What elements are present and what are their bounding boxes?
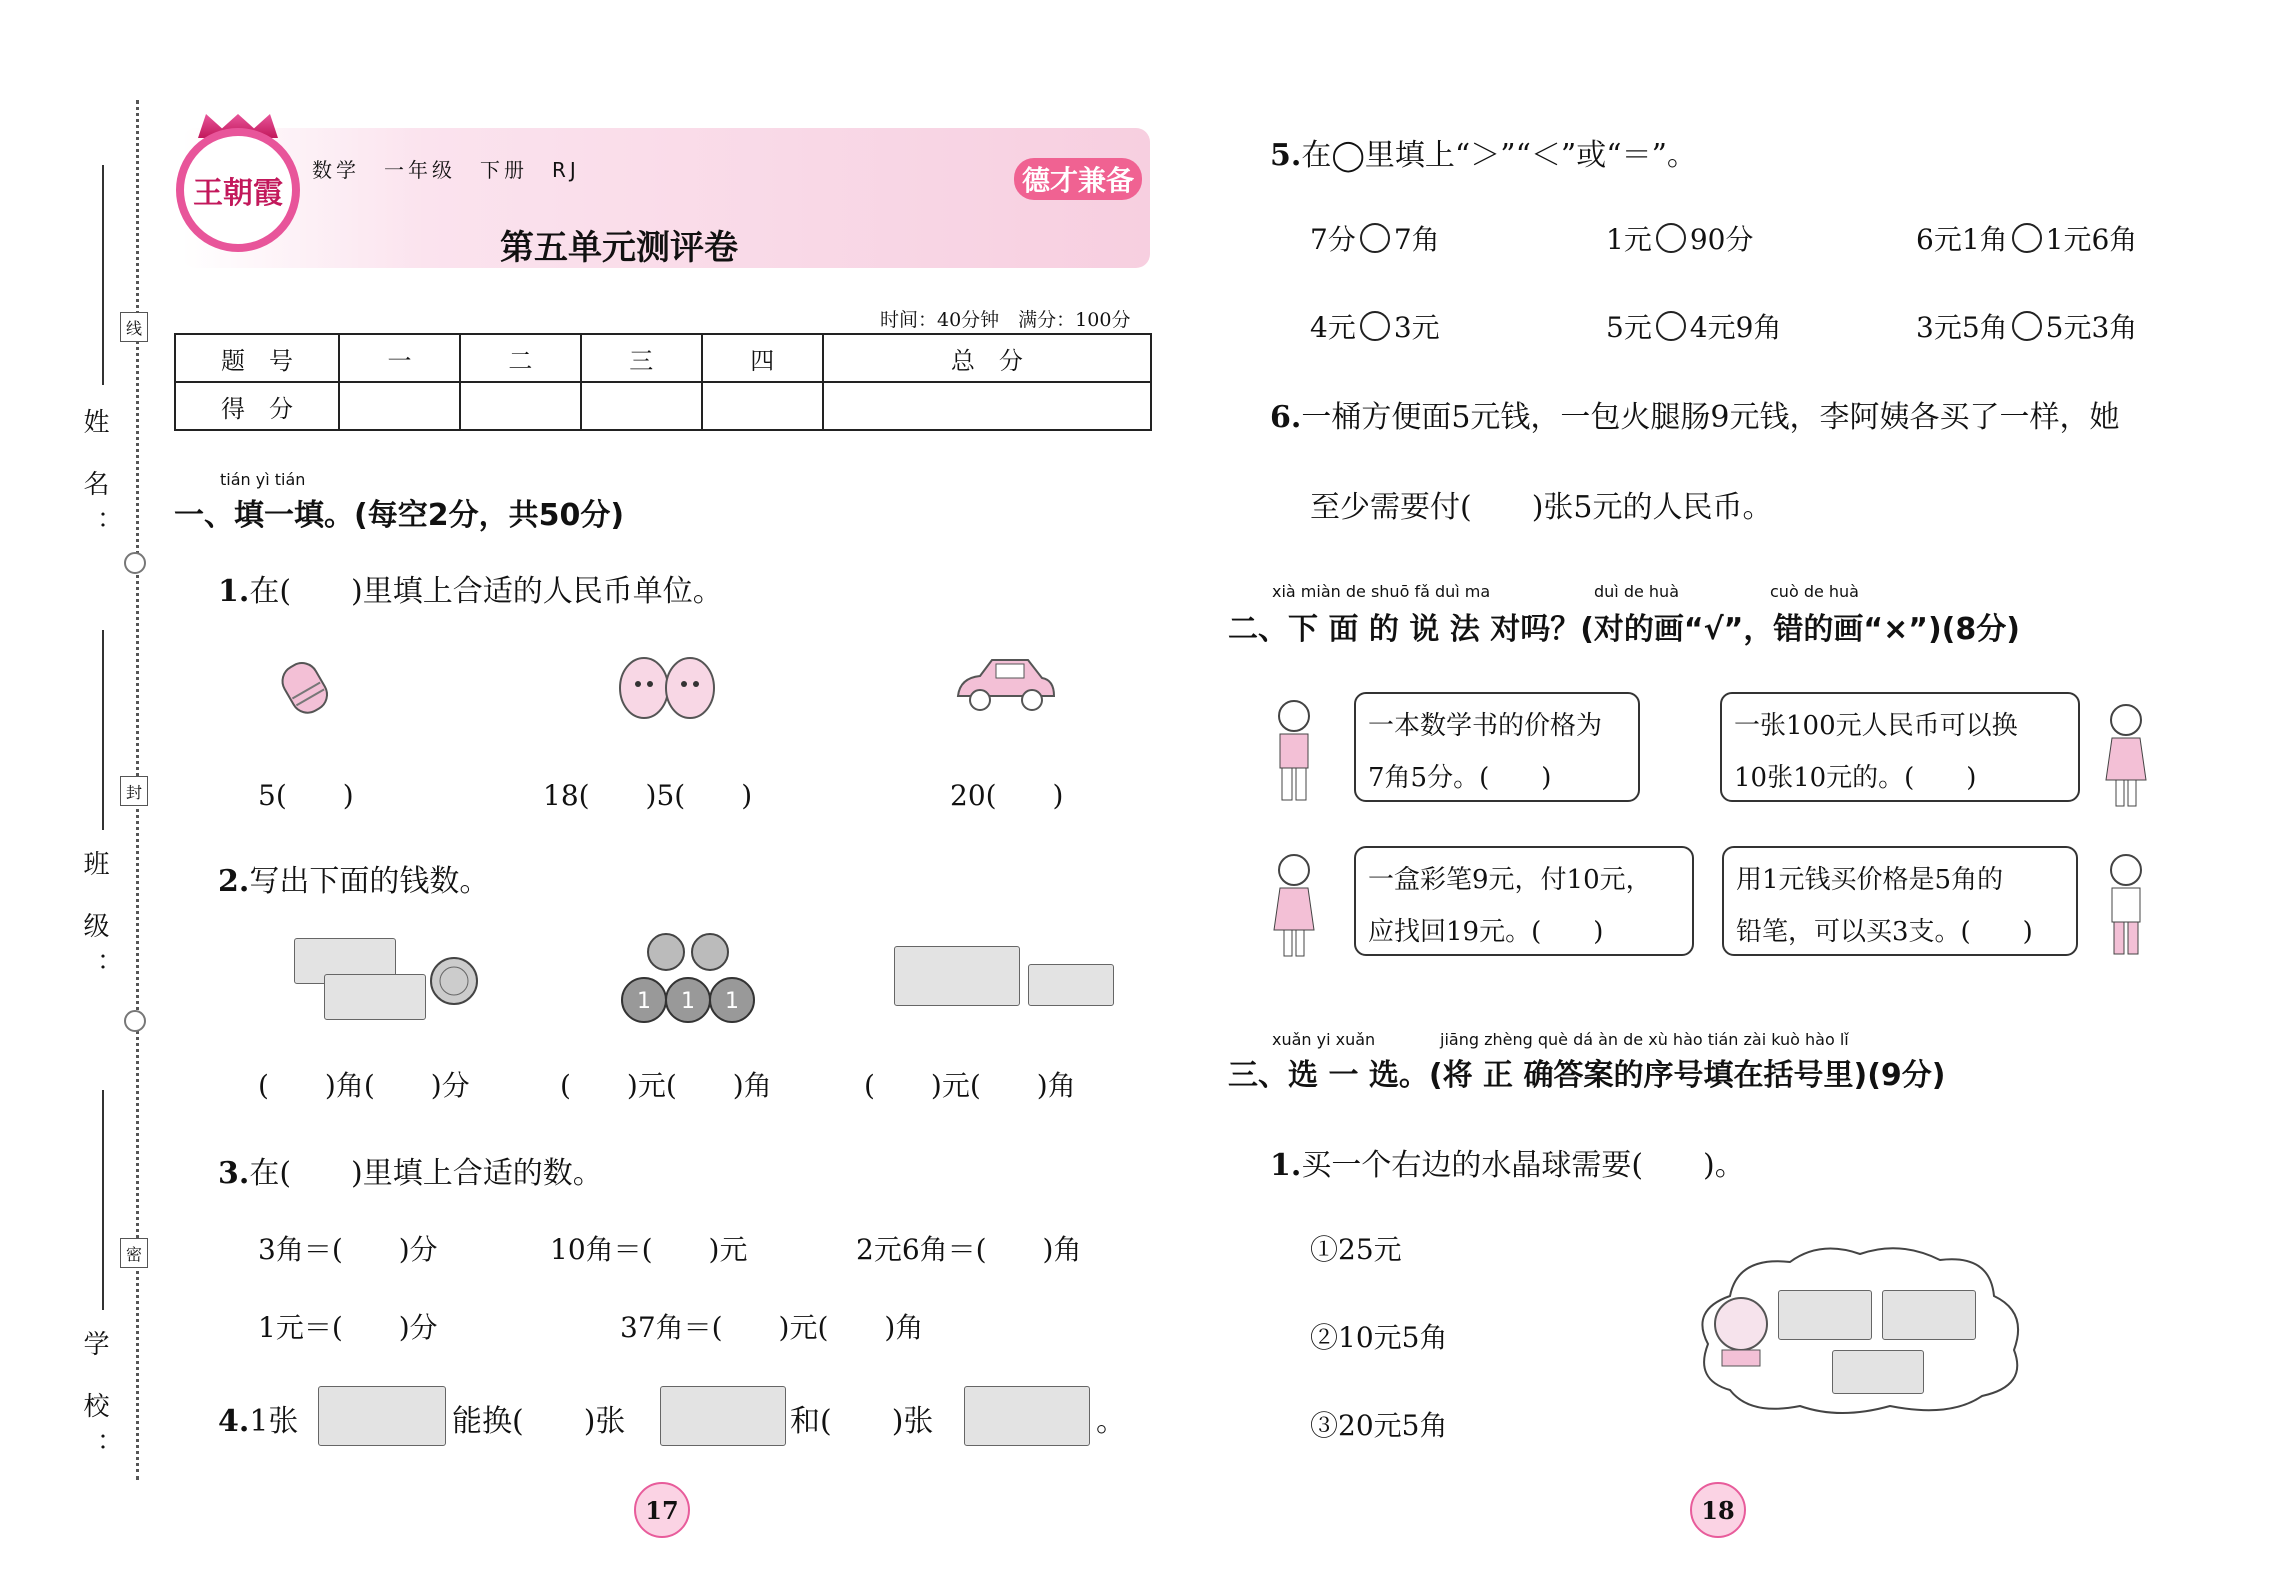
banknote-5-icon bbox=[964, 1386, 1088, 1444]
option-2[interactable]: ②10元5角 bbox=[1310, 1321, 1448, 1354]
statement-bubble-1[interactable]: 一本数学书的价格为 7角5分。( ) bbox=[1354, 692, 1640, 802]
score-input-cell[interactable] bbox=[339, 382, 460, 430]
score-table-header-row bbox=[175, 334, 1151, 382]
score-header-cell: 题 号 bbox=[175, 334, 339, 382]
compare-item[interactable]: 7分 7角 bbox=[1310, 223, 1440, 256]
score-table bbox=[174, 333, 1152, 431]
question-6-line1: 一桶方便面5元钱，一包火腿肠9元钱，李阿姨各买了一样，她 bbox=[1301, 400, 2120, 435]
q1-answer-mittens[interactable]: 18( )5( ) bbox=[543, 779, 753, 812]
banknote-icon bbox=[1028, 964, 1112, 1004]
question-6: 6.一桶方便面5元钱，一包火腿肠9元钱，李阿姨各买了一样，她 bbox=[1270, 400, 2120, 435]
option-3[interactable]: ③20元5角 bbox=[1310, 1409, 1448, 1442]
section2-pinyin: xià miàn de shuō fǎ duì ma bbox=[1272, 582, 1491, 601]
question-1-3: 3.在( )里填上合适的数。 bbox=[218, 1156, 603, 1191]
punch-hole-icon bbox=[124, 552, 146, 574]
statement-bubble-3[interactable]: 一盒彩笔9元，付10元， 应找回19元。( ) bbox=[1354, 846, 1694, 956]
q3-fill[interactable]: 1元＝( )分 bbox=[258, 1311, 438, 1344]
seal-xian: 线 bbox=[120, 312, 148, 342]
name-write-line[interactable] bbox=[102, 165, 104, 385]
motto-badge: 德才兼备 bbox=[1014, 158, 1142, 200]
girl-icon bbox=[2100, 700, 2152, 810]
q4-end: 。 bbox=[1096, 1404, 1126, 1439]
school-write-line[interactable] bbox=[102, 1090, 104, 1310]
statement-bubble-4[interactable]: 用1元钱买价格是5角的 铅笔，可以买3支。( ) bbox=[1722, 846, 2078, 956]
class-label: 班 级： bbox=[79, 850, 109, 993]
q2-answer-1[interactable]: ( )角( )分 bbox=[258, 1069, 470, 1102]
crystal-ball-icon bbox=[1710, 1292, 1772, 1372]
question-5-text: 在◯里填上“＞”“＜”或“＝”。 bbox=[1301, 138, 1697, 173]
section1-pinyin: tián yì tián bbox=[220, 470, 306, 489]
q3-fill[interactable]: 37角＝( )元( )角 bbox=[620, 1311, 924, 1344]
question-1-4: 4.1张 bbox=[218, 1404, 299, 1439]
question-1-2: 2.写出下面的钱数。 bbox=[218, 864, 490, 899]
banknote-icon bbox=[324, 974, 424, 1018]
question-1-1-text: 在( )里填上合适的人民币单位。 bbox=[249, 574, 723, 609]
section2-heading: 二、下 面 的 说 法 对吗？(对的画“√”，错的画“×”)(8分) bbox=[1228, 612, 2020, 647]
score-header-cell: 四 bbox=[702, 334, 823, 382]
class-write-line[interactable] bbox=[102, 630, 104, 830]
score-header-cell: 总 分 bbox=[823, 334, 1151, 382]
banknote-10-icon bbox=[1778, 1290, 1870, 1338]
q3-fill[interactable]: 3角＝( )分 bbox=[258, 1233, 438, 1266]
svg-text:1: 1 bbox=[637, 989, 651, 1014]
question-1-2-text: 写出下面的钱数。 bbox=[249, 864, 490, 899]
coins-icon bbox=[614, 930, 764, 1030]
page-number-left: 17 bbox=[634, 1482, 690, 1538]
q3-fill[interactable]: 10角＝( )元 bbox=[550, 1233, 748, 1266]
glove-icon bbox=[270, 650, 342, 722]
section3-heading: 三、选 一 选。(将 正 确答案的序号填在括号里)(9分) bbox=[1228, 1058, 1946, 1093]
banknote-10-icon bbox=[1882, 1290, 1974, 1338]
banknote-20-icon bbox=[318, 1386, 444, 1444]
score-input-cell[interactable] bbox=[702, 382, 823, 430]
question-1-1: 1.在( )里填上合适的人民币单位。 bbox=[218, 574, 723, 609]
compare-item[interactable]: 4元 3元 bbox=[1310, 311, 1440, 344]
punch-hole-icon bbox=[124, 1010, 146, 1032]
seal-mi: 密 bbox=[120, 1238, 148, 1268]
score-input-cell[interactable] bbox=[460, 382, 581, 430]
section2-pinyin: duì de huà bbox=[1594, 582, 1679, 601]
girl-icon bbox=[1268, 850, 1320, 960]
time-info: 时间：40分钟 满分：100分 bbox=[880, 309, 1131, 331]
compare-item[interactable]: 1元 90分 bbox=[1606, 223, 1754, 256]
question-6-line2[interactable]: 至少需要付( )张5元的人民币。 bbox=[1310, 490, 1773, 525]
q2-answer-2[interactable]: ( )元( )角 bbox=[560, 1069, 772, 1102]
banknote-icon bbox=[1832, 1350, 1922, 1392]
boy-icon bbox=[2100, 850, 2152, 960]
section2-pinyin: cuò de huà bbox=[1770, 582, 1859, 601]
boy-icon bbox=[1268, 696, 1320, 806]
toy-car-icon bbox=[950, 650, 1060, 720]
svg-text:1: 1 bbox=[681, 989, 695, 1014]
q4-and-text[interactable]: 和( )张 bbox=[790, 1404, 934, 1439]
score-header-cell: 二 bbox=[460, 334, 581, 382]
question-3-1: 1.买一个右边的水晶球需要( )。 bbox=[1270, 1148, 1745, 1183]
svg-text:1: 1 bbox=[725, 989, 739, 1014]
score-header-cell: 一 bbox=[339, 334, 460, 382]
compare-item[interactable]: 6元1角 1元6角 bbox=[1916, 223, 2138, 256]
name-label: 姓 名： bbox=[79, 408, 109, 551]
compare-item[interactable]: 5元 4元9角 bbox=[1606, 311, 1782, 344]
option-1[interactable]: ①25元 bbox=[1310, 1233, 1402, 1266]
statement-bubble-2[interactable]: 一张100元人民币可以换 10张10元的。( ) bbox=[1720, 692, 2080, 802]
score-input-cell[interactable] bbox=[823, 382, 1151, 430]
score-input-cell[interactable] bbox=[581, 382, 702, 430]
mittens-icon bbox=[612, 640, 722, 730]
q2-answer-3[interactable]: ( )元( )角 bbox=[864, 1069, 1076, 1102]
page-title: 第五单元测评卷 bbox=[500, 228, 738, 268]
question-3-1-text[interactable]: 买一个右边的水晶球需要( )。 bbox=[1301, 1148, 1745, 1183]
page-number-right: 18 bbox=[1690, 1482, 1746, 1538]
score-table-row bbox=[175, 382, 1151, 430]
section3-pinyin: xuǎn yi xuǎn bbox=[1272, 1030, 1376, 1049]
question-5: 5.在◯里填上“＞”“＜”或“＝”。 bbox=[1270, 138, 1697, 173]
school-label: 学 校： bbox=[79, 1330, 109, 1473]
subject-line: 数学 一年级 下册 RJ bbox=[312, 158, 580, 182]
compare-item[interactable]: 3元5角 5元3角 bbox=[1916, 311, 2138, 344]
q3-fill[interactable]: 2元6角＝( )角 bbox=[856, 1233, 1082, 1266]
score-row-label: 得 分 bbox=[175, 382, 339, 430]
section3-pinyin: jiāng zhèng què dá àn de xù hào tián zài kuò hào lǐ bbox=[1440, 1030, 1849, 1049]
banknote-icon bbox=[894, 946, 1018, 1004]
question-1-3-text: 在( )里填上合适的数。 bbox=[249, 1156, 603, 1191]
coin-icon bbox=[428, 955, 480, 1007]
q1-answer-glove[interactable]: 5( ) bbox=[258, 779, 354, 812]
banknote-10-icon bbox=[660, 1386, 784, 1444]
brand-logo: 王朝霞 bbox=[176, 128, 300, 252]
q1-answer-car[interactable]: 20( ) bbox=[950, 779, 1064, 812]
score-header-cell: 三 bbox=[581, 334, 702, 382]
section1-heading: 一、填一填。(每空2分，共50分) bbox=[174, 498, 625, 533]
q4-exchange-text[interactable]: 能换( )张 bbox=[452, 1404, 626, 1439]
seal-feng: 封 bbox=[120, 776, 148, 806]
